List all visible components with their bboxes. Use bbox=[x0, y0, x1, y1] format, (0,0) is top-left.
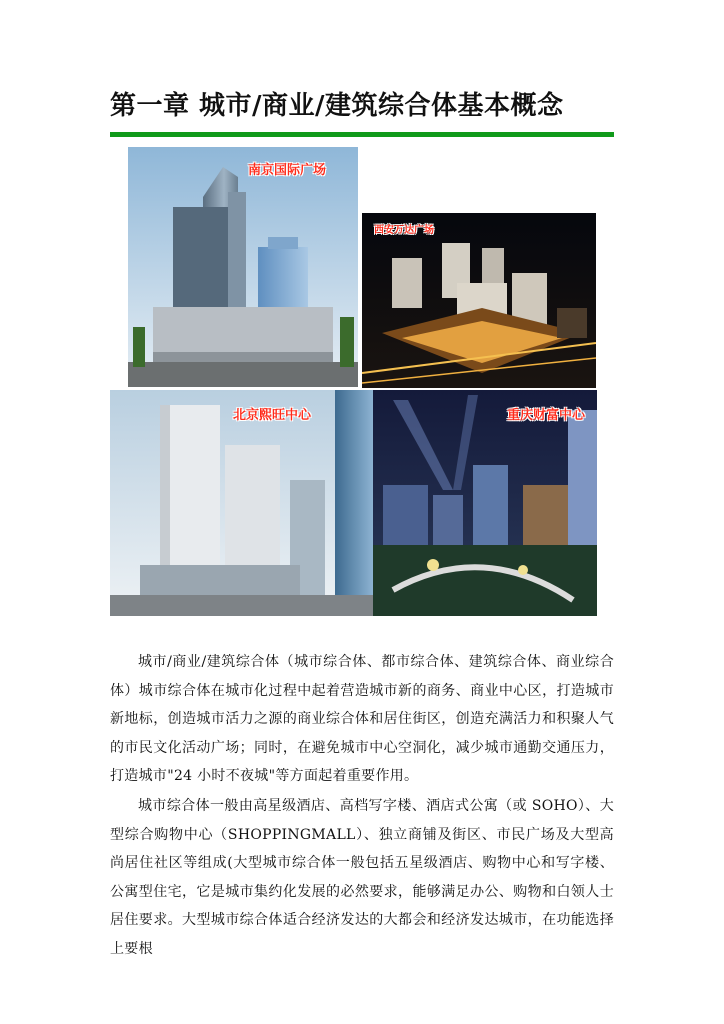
page-title: 第一章 城市/商业/建筑综合体基本概念 bbox=[110, 91, 564, 121]
photo-beijing bbox=[110, 390, 373, 616]
xian-illustration bbox=[362, 213, 596, 388]
photo-caption-xian: 西安万达广场 bbox=[374, 225, 434, 236]
photo-chongqing bbox=[373, 390, 597, 616]
nanjing-illustration bbox=[128, 147, 358, 387]
photo-caption-beijing: 北京熙旺中心 bbox=[233, 408, 312, 423]
body-paragraph-2: 城市综合体一般由高星级酒店、高档写字楼、酒店式公寓（或 SOHO）、大型综合购物中心（SHOPPINGMALL）、独立商铺及街区、市民广场及大型高尚居住社区等组成(大型城市综合体一般包括五星级酒店、购物中心和写字楼、公寓型住宅，它是城市集约化发展的必然要求，能够满足办公、购物和白领人士居住要求。大型城市综合体适合经济发达的大都会和经济发达城市，在功能选择上要根 bbox=[110, 798, 614, 957]
beijing-illustration bbox=[110, 390, 373, 616]
photo-nanjing bbox=[128, 147, 358, 387]
photo-caption-chongqing: 重庆财富中心 bbox=[507, 408, 586, 423]
photo-caption-nanjing: 南京国际广场 bbox=[248, 163, 327, 178]
photo-xian bbox=[362, 213, 596, 388]
chongqing-illustration bbox=[373, 390, 597, 616]
body-paragraph-1: 城市/商业/建筑综合体（城市综合体、都市综合体、建筑综合体、商业综合体）城市综合体在城市化过程中起着营造城市新的商务、商业中心区，打造城市新地标，创造城市活力之源的商业综合体和居住街区，创造充满活力和积聚人气的市民文化活动广场；同时，在避免城市中心空洞化，减少城市通勤交通压力，打造城市"24 小时不夜城"等方面起着重要作用。 bbox=[110, 654, 614, 785]
title-underline bbox=[110, 132, 614, 137]
